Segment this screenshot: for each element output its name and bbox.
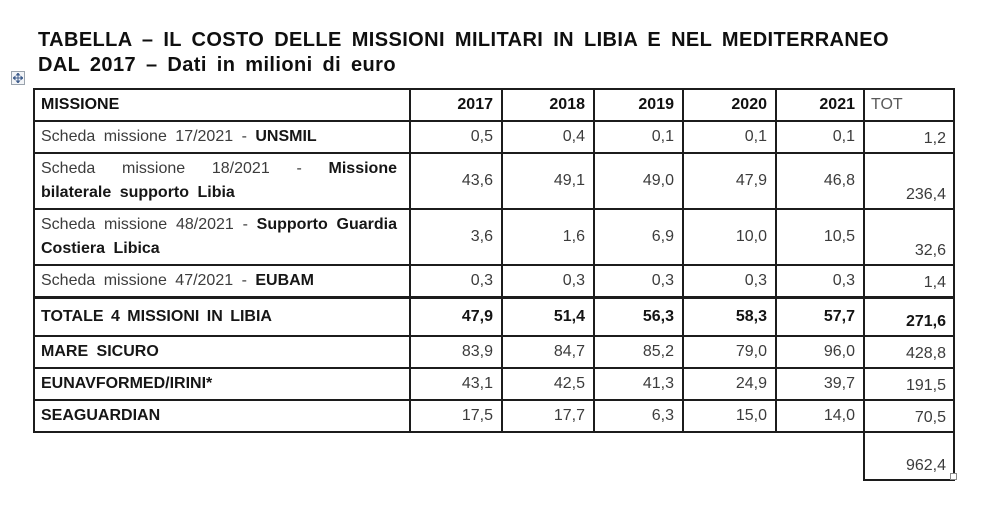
mission-name-cell — [34, 209, 410, 265]
value-2020: 15,0 — [683, 400, 776, 432]
missions-cost-table — [33, 88, 955, 481]
mission-label-bold: EUNAVFORMED/IRINI* — [41, 374, 213, 392]
value-2020: 47,9 — [683, 153, 776, 209]
value-2018: 51,4 — [502, 298, 594, 336]
value-2021: 57,7 — [776, 298, 864, 336]
page-title — [38, 28, 968, 78]
table-header-row — [34, 89, 954, 121]
mission-label-regular: Scheda missione 17/2021 - — [41, 128, 256, 145]
table-row-unsmil — [34, 121, 954, 153]
table-row-seaguardian — [34, 400, 954, 432]
column-header-2019: 2019 — [594, 89, 683, 121]
table-row-missione-bilaterale — [34, 153, 954, 209]
table-row-mare-sicuro — [34, 336, 954, 368]
mission-label-bold: UNSMIL — [255, 128, 317, 145]
value-2020: 0,1 — [683, 121, 776, 153]
column-header-tot: TOT — [864, 89, 954, 121]
mission-label-bold: Missione bilaterale supporto Libia — [41, 160, 397, 201]
value-2017: 0,3 — [410, 265, 502, 298]
value-tot: 32,6 — [864, 209, 954, 265]
value-2017: 43,6 — [410, 153, 502, 209]
value-2017: 3,6 — [410, 209, 502, 265]
mission-label-regular: Scheda missione 18/2021 - — [41, 160, 329, 177]
table-move-handle[interactable] — [11, 71, 25, 85]
value-2018: 17,7 — [502, 400, 594, 432]
mission-name-cell — [34, 153, 410, 209]
value-2021: 96,0 — [776, 336, 864, 368]
mission-name-cell — [34, 368, 410, 400]
column-header-2021: 2021 — [776, 89, 864, 121]
mission-label-bold: SEAGUARDIAN — [41, 406, 161, 424]
mission-label-regular: Scheda missione 48/2021 - — [41, 216, 257, 233]
column-header-missione: MISSIONE — [34, 89, 410, 121]
column-header-2018: 2018 — [502, 89, 594, 121]
value-2021: 10,5 — [776, 209, 864, 265]
value-tot: 70,5 — [864, 400, 954, 432]
value-2019: 85,2 — [594, 336, 683, 368]
value-2019: 0,3 — [594, 265, 683, 298]
page-title-line1: TABELLA – IL COSTO DELLE MISSIONI MILITARI IN LIBIA E NEL MEDITERRANEO — [38, 29, 889, 51]
value-2018: 0,3 — [502, 265, 594, 298]
table-row-eunavformed-irini — [34, 368, 954, 400]
mission-name-cell — [34, 121, 410, 153]
value-2020: 10,0 — [683, 209, 776, 265]
table-row-eubam — [34, 265, 954, 298]
value-tot: 191,5 — [864, 368, 954, 400]
mission-label-regular: Scheda missione 47/2021 - — [41, 272, 256, 289]
mission-name-cell — [34, 265, 410, 298]
value-2017: 47,9 — [410, 298, 502, 336]
grand-total-spacer — [34, 432, 864, 480]
value-tot: 1,2 — [864, 121, 954, 153]
value-tot: 271,6 — [864, 298, 954, 336]
mission-name-cell — [34, 336, 410, 368]
value-2021: 0,1 — [776, 121, 864, 153]
column-header-2020: 2020 — [683, 89, 776, 121]
value-2020: 24,9 — [683, 368, 776, 400]
table-row-totale-libia — [34, 298, 954, 336]
grand-total-value: 962,4 — [864, 432, 954, 480]
value-2018: 42,5 — [502, 368, 594, 400]
value-2018: 84,7 — [502, 336, 594, 368]
value-2020: 0,3 — [683, 265, 776, 298]
value-2018: 1,6 — [502, 209, 594, 265]
value-2017: 43,1 — [410, 368, 502, 400]
table-row-guardia-costiera — [34, 209, 954, 265]
value-2019: 6,3 — [594, 400, 683, 432]
column-header-2017: 2017 — [410, 89, 502, 121]
value-2017: 0,5 — [410, 121, 502, 153]
value-2017: 83,9 — [410, 336, 502, 368]
value-2018: 49,1 — [502, 153, 594, 209]
value-tot: 1,4 — [864, 265, 954, 298]
value-2018: 0,4 — [502, 121, 594, 153]
value-tot: 236,4 — [864, 153, 954, 209]
value-2019: 41,3 — [594, 368, 683, 400]
value-2020: 79,0 — [683, 336, 776, 368]
mission-name-cell — [34, 400, 410, 432]
value-2021: 46,8 — [776, 153, 864, 209]
mission-label-bold: MARE SICURO — [41, 342, 159, 360]
table-row-grand-total — [34, 432, 954, 480]
mission-label-bold: Supporto Guardia Costiera Libica — [41, 216, 398, 257]
value-2019: 56,3 — [594, 298, 683, 336]
mission-name-cell — [34, 298, 410, 336]
value-2017: 17,5 — [410, 400, 502, 432]
value-tot: 428,8 — [864, 336, 954, 368]
mission-label-bold: TOTALE 4 MISSIONI IN LIBIA — [41, 307, 272, 325]
value-2019: 49,0 — [594, 153, 683, 209]
value-2021: 14,0 — [776, 400, 864, 432]
value-2020: 58,3 — [683, 298, 776, 336]
page-title-line2: DAL 2017 – Dati in milioni di euro — [38, 54, 396, 76]
mission-label-bold: EUBAM — [255, 272, 315, 289]
value-2021: 39,7 — [776, 368, 864, 400]
value-2019: 0,1 — [594, 121, 683, 153]
value-2019: 6,9 — [594, 209, 683, 265]
move-arrows-icon — [13, 73, 23, 83]
table-resize-handle[interactable] — [950, 473, 957, 480]
value-2021: 0,3 — [776, 265, 864, 298]
